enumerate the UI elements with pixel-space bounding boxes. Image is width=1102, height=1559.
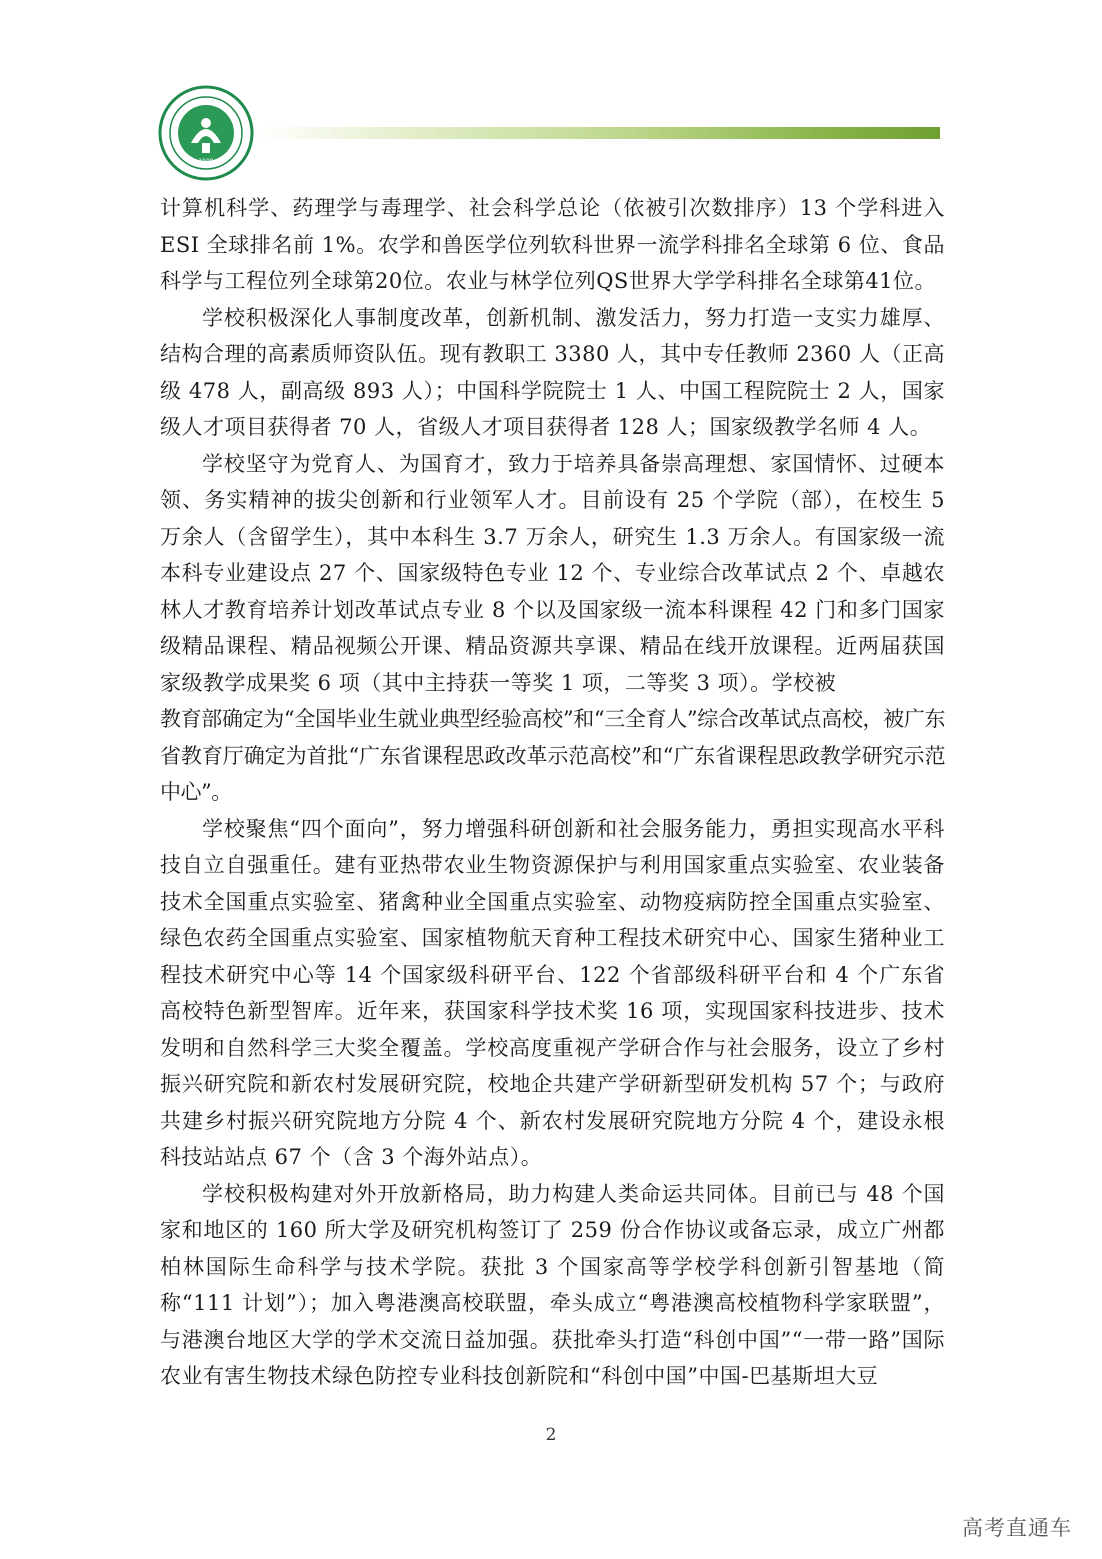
paragraph-faculty: 学校积极深化人事制度改革，创新机制、激发活力，努力打造一支实力雄厚、结构合理的高素质师资队伍。现有教职工 3380 人，其中专任教师 2360 人（正高级 478 人，副高级 893 人）；中国科学院院士 1 人、中国工程院院士 2 人，国家级人才项目获得者 70 人，省级人才项目获得者 128 人；国家级教学名师 4 人。 — [160, 305, 945, 439]
paragraph-continuation: 计算机科学、药理学与毒理学、社会科学总论（依被引次数排序）13 个学科进入 ESI 全球排名前 1%。农学和兽医学位列软科世界一流学科排名全球第 6 位、食品科学与工程位列全球第20位。农业与林学位列QS世界大学学科排名全球第41位。 — [160, 196, 945, 293]
page-number: 2 — [545, 1425, 557, 1445]
document-body — [160, 190, 945, 1395]
page-header — [0, 0, 1102, 190]
paragraph-education: 学校坚守为党育人、为国育才，致力于培养具备崇高理想、家国情怀、过硬本领、务实精神的拔尖创新和行业领军人才。目前设有 25 个学院（部），在校生 5 万余人（含留学生），其中本科生 3.7 万余人，研究生 1.3 万余人。有国家级一流本科专业建设点 27 个、国家级特色专业 12 个、专业综合改革试点 2 个、卓越农林人才教育培养计划改革试点专业 8 个以及国家级一流本科课程 42 门和多门国家级精品课程、精品视频公开课、精品资源共享课、精品在线开放课程。近两届获国家级教学成果奖 6 项（其中主持获一等奖 1 项，二等奖 3 项）。学校被 — [160, 451, 945, 695]
header-gradient-bar — [258, 127, 940, 139]
paragraph-research: 学校聚焦“四个面向”，努力增强科研创新和社会服务能力，勇担实现高水平科技自立自强重任。建有亚热带农业生物资源保护与利用国家重点实验室、农业装备技术全国重点实验室、猪禽种业全国重点实验室、动物疫病防控全国重点实验室、绿色农药全国重点实验室、国家植物航天育种工程技术研究中心、国家生猪种业工程技术研究中心等 14 个国家级科研平台、122 个省部级科研平台和 4 个广东省高校特色新型智库。近年来，获国家科学技术奖 16 项，实现国家科技进步、技术发明和自然科学三大奖全覆盖。学校高度重视产学研合作与社会服务，设立了乡村振兴研究院和新农村发展研究院，校地企共建产学研新型研发机构 57 个；与政府共建乡村振兴研究院地方分院 4 个、新农村发展研究院地方分院 4 个，建设永根科技站站点 67 个（含 3 个海外站点）。 — [160, 816, 945, 1169]
svg-text:1909: 1909 — [198, 158, 214, 165]
university-logo — [158, 85, 254, 181]
paragraph-education-continued: 教育部确定为“全国毕业生就业典型经验高校”和“三全育人”综合改革试点高校，被广东省教育厅确定为首批“广东省课程思政改革示范高校”和“广东省课程思政教学研究示范中心”。 — [160, 707, 945, 804]
watermark: 高考直通车 — [962, 1516, 1072, 1540]
paragraph-international: 学校积极构建对外开放新格局，助力构建人类命运共同体。目前已与 48 个国家和地区的 160 所大学及研究机构签订了 259 份合作协议或备忘录，成立广州都柏林国际生命科学与技术学院。获批 3 个国家高等学校学科创新引智基地（简称“111 计划”）；加入粤港澳高校联盟，牵头成立“粤港澳高校植物科学家联盟”，与港澳台地区大学的学术交流日益加强。获批牵头打造“科创中国”“一带一路”国际农业有害生物技术绿色防控专业科技创新院和“科创中国”中国-巴基斯坦大豆 — [160, 1181, 945, 1388]
